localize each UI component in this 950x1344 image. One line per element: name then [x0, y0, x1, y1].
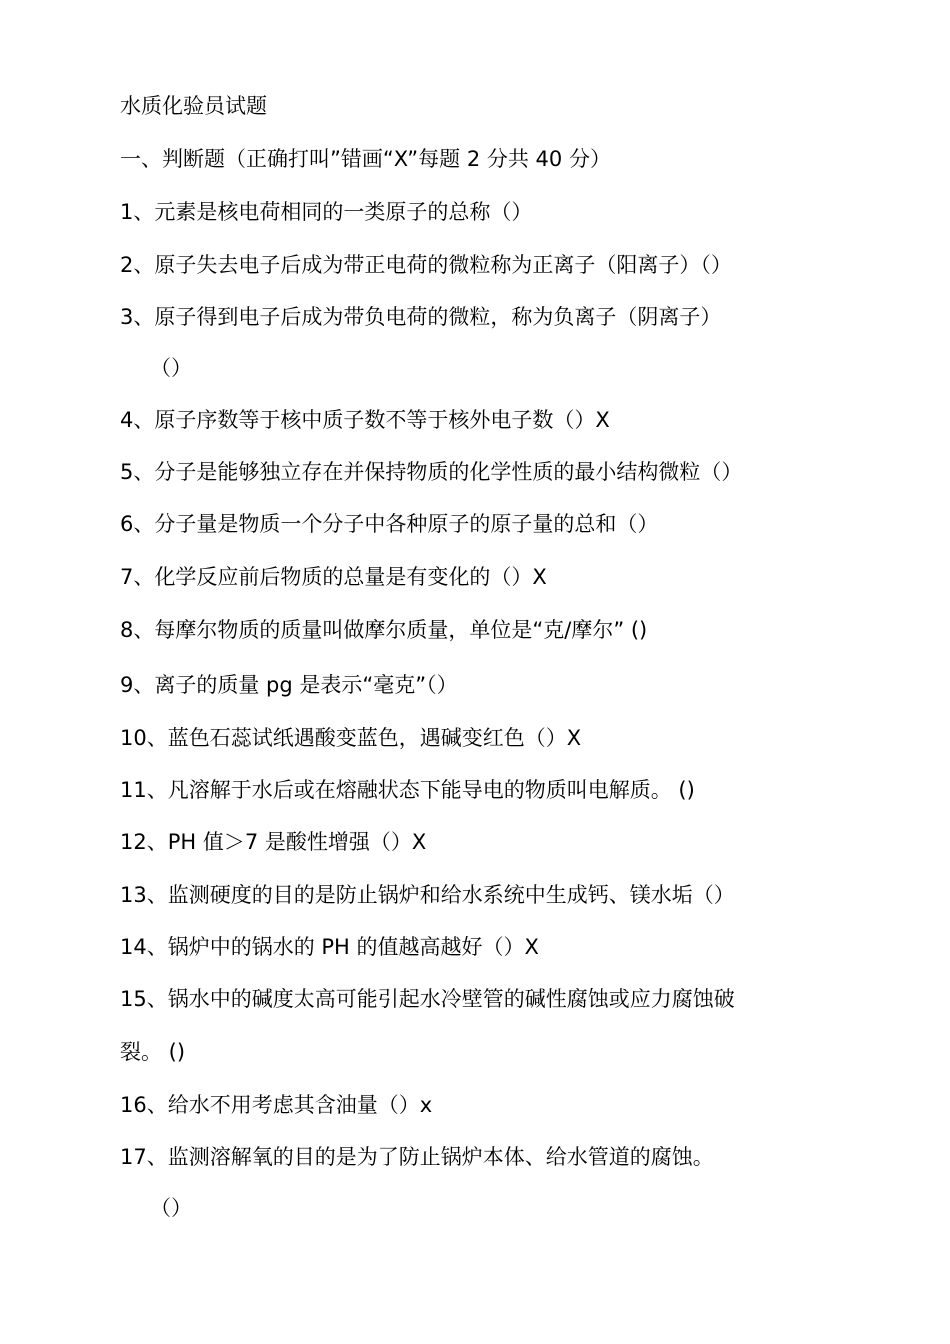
question-item: 8、每摩尔物质的质量叫做摩尔质量，单位是“克/摩尔” (): [120, 618, 648, 642]
question-item: 1、元素是核电荷相同的一类原子的总称（）: [120, 200, 533, 224]
question-item: 9、离子的质量 pg 是表示“毫克”（）: [120, 673, 458, 697]
section-heading: 一、判断题（正确打叫”错画“X”每题 2 分共 40 分）: [120, 147, 611, 171]
question-item: 4、原子序数等于核中质子数不等于核外电子数（）X: [120, 408, 610, 432]
question-item: 7、化学反应前后物质的总量是有变化的（）X: [120, 565, 547, 589]
question-item: 2、原子失去电子后成为带正电荷的微粒称为正离子（阳离子）（）: [120, 253, 732, 277]
question-item: 14、锅炉中的锅水的 PH 的值越高越好（）X: [120, 935, 539, 959]
question-item: 6、分子量是物质一个分子中各种原子的原子量的总和（）: [120, 512, 659, 536]
question-item: 17、监测溶解氧的目的是为了防止锅炉本体、给水管道的腐蚀。: [120, 1145, 714, 1169]
question-item: 10、蓝色石蕊试纸遇酸变蓝色，遇碱变红色（）X: [120, 726, 582, 750]
question-item: 12、PH 值＞7 是酸性增强（）X: [120, 830, 427, 854]
question-item-continuation: （）: [150, 1196, 192, 1220]
question-item-continuation: （）: [150, 356, 192, 380]
question-item: 15、锅水中的碱度太高可能引起水冷壁管的碱性腐蚀或应力腐蚀破: [120, 987, 735, 1011]
question-item: 16、给水不用考虑其含油量（）x: [120, 1093, 433, 1117]
question-item: 11、凡溶解于水后或在熔融状态下能导电的物质叫电解质。 (): [120, 778, 695, 802]
question-item: 13、监测硬度的目的是防止锅炉和给水系统中生成钙、镁水垢（）: [120, 883, 735, 907]
question-item: 5、分子是能够独立存在并保持物质的化学性质的最小结构微粒（）: [120, 460, 743, 484]
document-title: 水质化验员试题: [120, 94, 267, 118]
question-item-continuation: 裂。 (): [120, 1040, 186, 1064]
question-item: 3、原子得到电子后成为带负电荷的微粒，称为负离子（阴离子）: [120, 305, 722, 329]
